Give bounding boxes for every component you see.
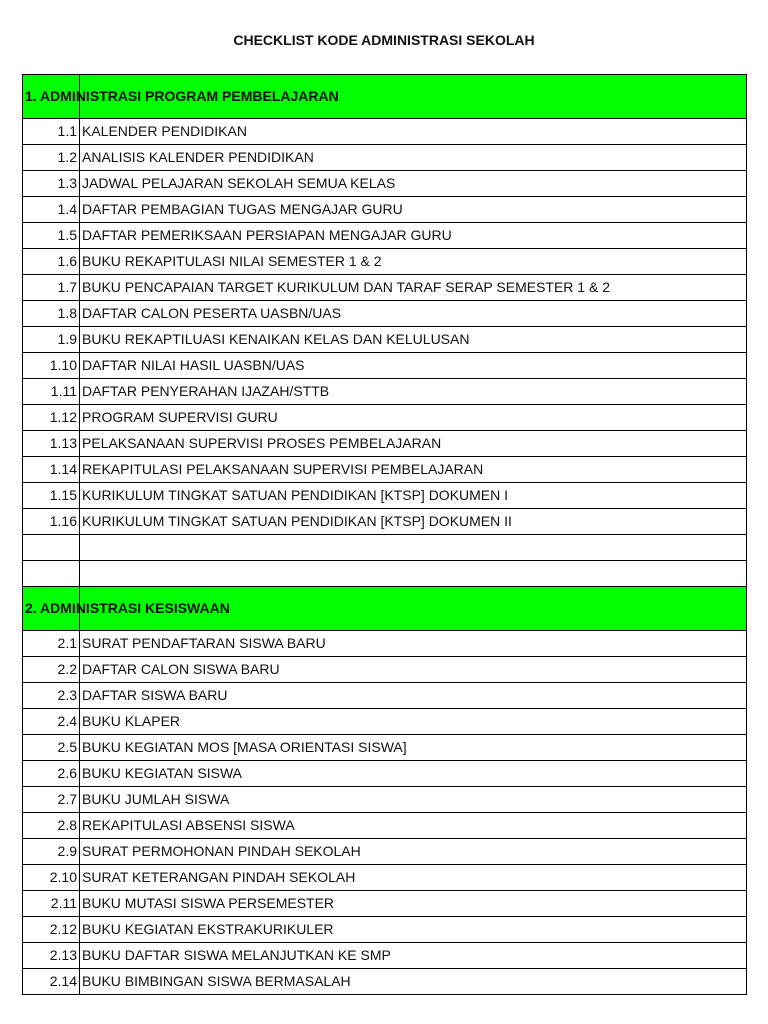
- table-row: [23, 631, 746, 657]
- item-code: 2.1: [23, 631, 80, 656]
- table-row: [23, 761, 746, 787]
- item-code: 2.8: [23, 813, 80, 838]
- item-code: 2.13: [23, 943, 80, 968]
- item-text: BUKU BIMBINGAN SISWA BERMASALAH: [82, 973, 351, 989]
- item-code: [23, 561, 80, 586]
- item-code: 1.6: [23, 249, 80, 274]
- table-row: [23, 197, 746, 223]
- table-row: [23, 943, 746, 969]
- table-row: [23, 969, 746, 995]
- item-code: 1.8: [23, 301, 80, 326]
- item-code: 2.7: [23, 787, 80, 812]
- item-code: 1.1: [23, 119, 80, 144]
- item-text: SURAT KETERANGAN PINDAH SEKOLAH: [82, 869, 356, 885]
- item-text: DAFTAR CALON PESERTA UASBN/UAS: [82, 305, 342, 321]
- item-code: 2.2: [23, 657, 80, 682]
- item-text: DAFTAR SISWA BARU: [82, 687, 228, 703]
- item-text: DAFTAR PENYERAHAN IJAZAH/STTB: [82, 383, 330, 399]
- item-code: 2.3: [23, 683, 80, 708]
- item-code: 1.9: [23, 327, 80, 352]
- table-row: [23, 561, 746, 587]
- item-text: [80, 535, 746, 560]
- table-row: [23, 509, 746, 535]
- table-row: [23, 145, 746, 171]
- item-code: 1.7: [23, 275, 80, 300]
- table-row: [23, 405, 746, 431]
- item-text: BUKU REKAPITULASI NILAI SEMESTER 1 & 2: [82, 253, 382, 269]
- item-code: 1.16: [23, 509, 80, 534]
- section-header: [23, 75, 746, 119]
- item-code: 1.12: [23, 405, 80, 430]
- item-code: 1.13: [23, 431, 80, 456]
- table-row: [23, 119, 746, 145]
- item-code: 1.4: [23, 197, 80, 222]
- table-row: [23, 839, 746, 865]
- item-text: SURAT PERMOHONAN PINDAH SEKOLAH: [82, 843, 361, 859]
- page-title: CHECKLIST KODE ADMINISTRASI SEKOLAH: [233, 32, 535, 48]
- table-row: [23, 249, 746, 275]
- item-code: 2.9: [23, 839, 80, 864]
- table-row: [23, 657, 746, 683]
- item-code: 2.12: [23, 917, 80, 942]
- table-row: [23, 813, 746, 839]
- item-code: 1.2: [23, 145, 80, 170]
- item-text: REKAPITULASI ABSENSI SISWA: [82, 817, 295, 833]
- table-row: [23, 709, 746, 735]
- item-code: 2.4: [23, 709, 80, 734]
- item-text: BUKU KEGIATAN EKSTRAKURIKULER: [82, 921, 334, 937]
- item-text: BUKU REKAPTILUASI KENAIKAN KELAS DAN KELULUSAN: [82, 331, 470, 347]
- checklist-table: [22, 74, 747, 995]
- item-text: ANALISIS KALENDER PENDIDIKAN: [82, 149, 314, 165]
- table-row: [23, 301, 746, 327]
- item-text: SURAT PENDAFTARAN SISWA BARU: [82, 635, 326, 651]
- table-row: [23, 223, 746, 249]
- item-text: BUKU PENCAPAIAN TARGET KURIKULUM DAN TARAF SERAP SEMESTER 1 & 2: [82, 279, 610, 295]
- table-row: [23, 917, 746, 943]
- item-text: PELAKSANAAN SUPERVISI PROSES PEMBELAJARAN: [82, 435, 442, 451]
- table-row: [23, 171, 746, 197]
- section-heading: 1. ADMINISTRASI PROGRAM PEMBELAJARAN: [25, 88, 339, 104]
- table-row: [23, 457, 746, 483]
- item-code: [23, 535, 80, 560]
- table-row: [23, 275, 746, 301]
- item-code: 2.5: [23, 735, 80, 760]
- item-code: 1.5: [23, 223, 80, 248]
- item-text: JADWAL PELAJARAN SEKOLAH SEMUA KELAS: [82, 175, 396, 191]
- item-text: BUKU MUTASI SISWA PERSEMESTER: [82, 895, 335, 911]
- table-row: [23, 787, 746, 813]
- table-row: [23, 327, 746, 353]
- item-code: 1.11: [23, 379, 80, 404]
- item-text: PROGRAM SUPERVISI GURU: [82, 409, 278, 425]
- item-text: KALENDER PENDIDIKAN: [82, 123, 247, 139]
- item-code: 1.10: [23, 353, 80, 378]
- item-code: 2.6: [23, 761, 80, 786]
- table-row: [23, 535, 746, 561]
- table-row: [23, 735, 746, 761]
- table-row: [23, 483, 746, 509]
- item-code: 1.3: [23, 171, 80, 196]
- item-text: KURIKULUM TINGKAT SATUAN PENDIDIKAN [KTSP] DOKUMEN II: [82, 513, 512, 529]
- item-text: DAFTAR PEMBAGIAN TUGAS MENGAJAR GURU: [82, 201, 403, 217]
- item-code: 2.14: [23, 969, 80, 994]
- table-row: [23, 379, 746, 405]
- item-text: DAFTAR CALON SISWA BARU: [82, 661, 280, 677]
- item-code: 1.14: [23, 457, 80, 482]
- item-text: BUKU JUMLAH SISWA: [82, 791, 230, 807]
- item-code: 2.10: [23, 865, 80, 890]
- item-text: DAFTAR NILAI HASIL UASBN/UAS: [82, 357, 305, 373]
- table-row: [23, 683, 746, 709]
- section-header: [23, 587, 746, 631]
- item-text: KURIKULUM TINGKAT SATUAN PENDIDIKAN [KTSP] DOKUMEN I: [82, 487, 509, 503]
- item-text: BUKU KLAPER: [82, 713, 181, 729]
- item-text: BUKU KEGIATAN SISWA: [82, 765, 242, 781]
- table-row: [23, 865, 746, 891]
- table-row: [23, 891, 746, 917]
- item-text: DAFTAR PEMERIKSAAN PERSIAPAN MENGAJAR GURU: [82, 227, 452, 243]
- section-heading: 2. ADMINISTRASI KESISWAAN: [25, 600, 230, 616]
- item-text: BUKU DAFTAR SISWA MELANJUTKAN KE SMP: [82, 947, 391, 963]
- item-code: 1.15: [23, 483, 80, 508]
- table-row: [23, 353, 746, 379]
- item-text: BUKU KEGIATAN MOS [MASA ORIENTASI SISWA]: [82, 739, 407, 755]
- item-code: 2.11: [23, 891, 80, 916]
- item-text: [80, 561, 746, 586]
- table-row: [23, 431, 746, 457]
- item-text: REKAPITULASI PELAKSANAAN SUPERVISI PEMBELAJARAN: [82, 461, 484, 477]
